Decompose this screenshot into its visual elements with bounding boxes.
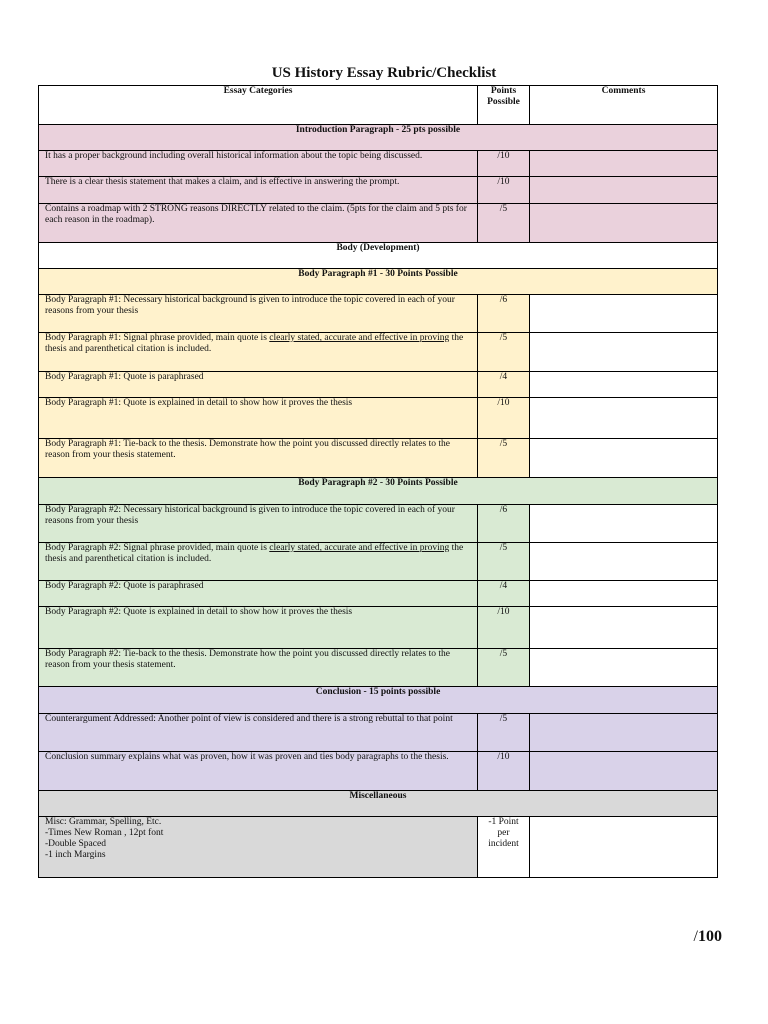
criterion-text: Body Paragraph #2: Tie-back to the thesis. Demonstrate how the point you discussed directly relates to the reason from your thesis statement.: [39, 649, 478, 687]
comments-cell[interactable]: [530, 649, 718, 687]
criterion-text: Body Paragraph #1: Signal phrase provided, main quote is clearly stated, accurate and effective in proving the thesis and parenthetical citation is included.: [39, 333, 478, 372]
points-cell: /10: [478, 398, 530, 439]
section-heading: Body Paragraph #1 - 30 Points Possible: [39, 269, 718, 295]
total-score: /100: [693, 928, 722, 945]
comments-cell[interactable]: [530, 204, 718, 243]
points-cell: /10: [478, 151, 530, 177]
criterion-text: Body Paragraph #1: Necessary historical background is given to introduce the topic covered in each of your reasons from your thesis: [39, 295, 478, 333]
criterion-text: Body Paragraph #1: Quote is explained in detail to show how it proves the thesis: [39, 398, 478, 439]
table-row: [39, 607, 718, 649]
table-row: [39, 204, 718, 243]
section-intro: [39, 125, 718, 151]
table-row: [39, 372, 718, 398]
comments-cell[interactable]: [530, 714, 718, 752]
table-row: [39, 333, 718, 372]
comments-cell[interactable]: [530, 817, 718, 878]
table-row: [39, 295, 718, 333]
rubric-table: [38, 85, 718, 878]
section-heading: Conclusion - 15 points possible: [39, 687, 718, 714]
table-row: [39, 439, 718, 478]
points-cell: /4: [478, 372, 530, 398]
points-cell: /10: [478, 752, 530, 791]
criterion-text: Body Paragraph #1: Tie-back to the thesis. Demonstrate how the point you discussed directly relates to the reason from your thesis statement.: [39, 439, 478, 478]
comments-cell[interactable]: [530, 398, 718, 439]
section-heading: Body Paragraph #2 - 30 Points Possible: [39, 478, 718, 505]
table-row: [39, 505, 718, 543]
table-row: [39, 817, 718, 878]
table-row: [39, 752, 718, 791]
comments-cell[interactable]: [530, 581, 718, 607]
page-title: US History Essay Rubric/Checklist: [271, 65, 497, 81]
table-row: [39, 581, 718, 607]
header-row: [39, 86, 718, 125]
points-cell: /10: [478, 177, 530, 204]
section-bp2: [39, 478, 718, 505]
criterion-text: Counterargument Addressed: Another point of view is considered and there is a strong rebuttal to that point: [39, 714, 478, 752]
comments-cell[interactable]: [530, 439, 718, 478]
criterion-text: There is a clear thesis statement that makes a claim, and is effective in answering the prompt.: [39, 177, 478, 204]
points-cell: /6: [478, 295, 530, 333]
section-heading: Body (Development): [39, 243, 718, 269]
table-row: [39, 714, 718, 752]
comments-cell[interactable]: [530, 333, 718, 372]
table-row: [39, 151, 718, 177]
comments-cell[interactable]: [530, 372, 718, 398]
section-bp1: [39, 269, 718, 295]
section-body: [39, 243, 718, 269]
header-categories: Essay Categories: [39, 86, 478, 125]
table-row: [39, 177, 718, 204]
points-cell: /6: [478, 505, 530, 543]
criterion-text: Contains a roadmap with 2 STRONG reasons DIRECTLY related to the claim. (5pts for the claim and 5 pts for each reason in the roadmap).: [39, 204, 478, 243]
comments-cell[interactable]: [530, 543, 718, 581]
points-cell: /5: [478, 714, 530, 752]
section-misc: [39, 791, 718, 817]
points-cell: /5: [478, 543, 530, 581]
points-cell: /5: [478, 204, 530, 243]
criterion-text: Body Paragraph #2: Necessary historical background is given to introduce the topic covered in each of your reasons from your thesis: [39, 505, 478, 543]
points-cell: /5: [478, 333, 530, 372]
section-heading: Introduction Paragraph - 25 pts possible: [39, 125, 718, 151]
comments-cell[interactable]: [530, 752, 718, 791]
criterion-text: It has a proper background including overall historical information about the topic being discussed.: [39, 151, 478, 177]
comments-cell[interactable]: [530, 295, 718, 333]
criterion-text: Body Paragraph #2: Signal phrase provided, main quote is clearly stated, accurate and effective in proving the thesis and parenthetical citation is included.: [39, 543, 478, 581]
comments-cell[interactable]: [530, 177, 718, 204]
comments-cell[interactable]: [530, 151, 718, 177]
section-heading: Miscellaneous: [39, 791, 718, 817]
criterion-text: Body Paragraph #2: Quote is paraphrased: [39, 581, 478, 607]
criterion-text: Body Paragraph #2: Quote is explained in detail to show how it proves the thesis: [39, 607, 478, 649]
header-points: Points Possible: [478, 86, 530, 125]
table-row: [39, 649, 718, 687]
points-cell: /5: [478, 439, 530, 478]
points-cell: /5: [478, 649, 530, 687]
section-conclusion: [39, 687, 718, 714]
header-comments: Comments: [530, 86, 718, 125]
points-cell: /4: [478, 581, 530, 607]
table-row: [39, 398, 718, 439]
criterion-text: Conclusion summary explains what was proven, how it was proven and ties body paragraphs to the thesis.: [39, 752, 478, 791]
points-cell: -1 Point per incident: [478, 817, 530, 878]
criterion-text: Misc: Grammar, Spelling, Etc. -Times New Roman , 12pt font -Double Spaced -1 inch Margins: [39, 817, 478, 878]
comments-cell[interactable]: [530, 505, 718, 543]
criterion-text: Body Paragraph #1: Quote is paraphrased: [39, 372, 478, 398]
points-cell: /10: [478, 607, 530, 649]
comments-cell[interactable]: [530, 607, 718, 649]
table-row: [39, 543, 718, 581]
